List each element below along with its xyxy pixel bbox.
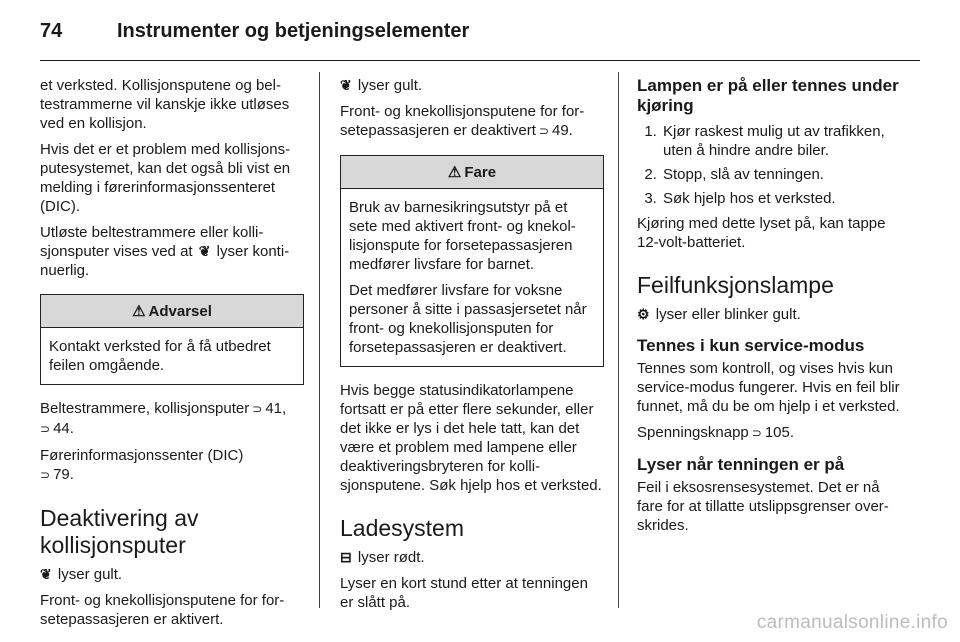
- paragraph-text: Front- og knekollisjonsputene for forsetepassasjeren er deaktivert: [340, 103, 585, 139]
- paragraph: [340, 548, 604, 567]
- paragraph-text: lyser gult.: [357, 77, 423, 94]
- paragraph: [637, 305, 903, 324]
- paragraph: et verksted. Kollisjonsputene og beltestrammerne vil kanskje ikke utløses ved en kollisjon.: [40, 77, 290, 132]
- reference-link[interactable]: 49.: [552, 122, 573, 139]
- airbag-off-icon: ❦: [340, 77, 352, 93]
- warning-box: [40, 294, 304, 385]
- paragraph-text: lyser rødt.: [357, 549, 425, 566]
- reference-text: Spenningsknapp: [637, 424, 749, 441]
- airbag-icon: ❦: [198, 243, 211, 259]
- cross-reference: [40, 399, 304, 439]
- reference-arrow-icon: ⊃: [538, 124, 549, 138]
- section-heading: Deaktivering av kollisjonsputer: [40, 505, 199, 558]
- page-title: Instrumenter og betjeningselementer: [117, 20, 470, 42]
- paragraph: Kjøring med dette lyset på, kan tappe 12-volt-batteriet.: [637, 215, 886, 251]
- watermark: carmanualsonline.info: [756, 612, 948, 633]
- paragraph-text: lyser eller blinker gult.: [655, 306, 801, 323]
- column-divider-2: [618, 72, 619, 608]
- section-heading: Feilfunksjonslampe: [637, 272, 834, 298]
- reference-link[interactable]: 79.: [53, 466, 74, 483]
- cross-reference: [637, 423, 903, 443]
- header-divider: [40, 60, 920, 61]
- paragraph-text: lyser kontinuerlig.: [40, 243, 290, 279]
- reference-text: Beltestrammere, kollisjonsputer: [40, 400, 250, 417]
- paragraph: Lyser en kort stund etter at tenningen er slått på.: [340, 575, 588, 611]
- warning-box-body: [41, 328, 303, 384]
- column-1: [40, 76, 304, 636]
- page-number: 74: [40, 20, 63, 42]
- danger-text: Bruk av barnesikringsutstyr på et sete med aktivert front- og knekollisjonspute for forsetepassasjeren medfører livsfare for barnet.: [349, 199, 576, 273]
- paragraph: [40, 565, 304, 584]
- paragraph: Hvis begge statusindikatorlampene fortsatt er på etter flere sekunder, eller det ikke er lys i det hele tatt, kan det være et problem med lampene eller deaktiveringsbryteren for kollisjonsputene. Søk hjelp hos et verksted.: [340, 382, 602, 494]
- column-divider-1: [319, 72, 320, 608]
- paragraph: [340, 76, 604, 95]
- warning-text: Kontakt verksted for å få utbedret feilen omgående.: [49, 338, 271, 374]
- airbag-off-icon: ❦: [40, 566, 52, 582]
- reference-link[interactable]: 41,: [265, 400, 287, 417]
- list-item: 1. Kjør raskest mulig ut av trafikken, uten å hindre andre biler.: [661, 122, 903, 160]
- warning-icon: ⚠: [447, 163, 462, 181]
- danger-box-body: [341, 189, 603, 366]
- subsection-heading: Lyser når tenningen er på: [637, 455, 845, 474]
- reference-link[interactable]: 44.: [53, 420, 74, 437]
- danger-heading-text: Fare: [464, 163, 497, 181]
- paragraph: Hvis det er et problem med kollisjonsputesystemet, kan det også bli vist en melding i førerinformasjonssenteret (DIC).: [40, 141, 291, 215]
- paragraph: Feil i eksosrensesystemet. Det er nå fare for at tillatte utslippsgrenser overskrides.: [637, 479, 889, 534]
- paragraph-text: lyser gult.: [57, 566, 123, 583]
- paragraph: [40, 223, 304, 280]
- warning-heading-text: Advarsel: [148, 302, 212, 320]
- battery-icon: ⊟: [340, 549, 352, 565]
- reference-arrow-icon: ⊃: [751, 426, 762, 440]
- subsection-heading: Tennes i kun service-modus: [637, 336, 865, 355]
- column-2: [340, 76, 604, 619]
- warning-icon: ⚠: [132, 302, 146, 320]
- page-header: [40, 14, 920, 54]
- list-item: 2. Stopp, slå av tenningen.: [661, 165, 903, 184]
- reference-link[interactable]: 105.: [764, 424, 795, 441]
- list-item: 3. Søk hjelp hos et verksted.: [661, 189, 903, 208]
- danger-text: Det medfører livsfare for voksne personer å sitte i passasjersetet når front- og knekollisjonsputen for forsetepassasjeren er deaktivert.: [349, 282, 587, 356]
- paragraph: [340, 102, 604, 141]
- danger-box: [340, 155, 604, 367]
- reference-arrow-icon: ⊃: [40, 468, 51, 482]
- cross-reference: [40, 446, 304, 485]
- steps-list: [637, 122, 903, 208]
- warning-box-heading: [41, 295, 303, 328]
- danger-box-heading: [341, 156, 603, 189]
- reference-text: Førerinformasjonssenter (DIC): [40, 447, 244, 464]
- section-heading: Ladesystem: [340, 515, 465, 541]
- subsection-heading: Lampen er på eller tennes under kjøring: [637, 76, 899, 115]
- paragraph-text: Utløste beltestrammere eller kollisjonsputer vises ved at: [40, 224, 264, 260]
- column-3: [637, 76, 903, 542]
- paragraph: Tennes som kontroll, og vises hvis kun service-modus fungerer. Hvis en feil blir funnet, må du be om hjelp i et verksted.: [637, 360, 900, 415]
- engine-icon: ⚙: [637, 306, 650, 322]
- paragraph: Front- og knekollisjonsputene for forsetepassasjeren er aktivert.: [40, 592, 285, 628]
- reference-arrow-icon: ⊃: [40, 422, 51, 436]
- reference-arrow-icon: ⊃: [252, 402, 263, 416]
